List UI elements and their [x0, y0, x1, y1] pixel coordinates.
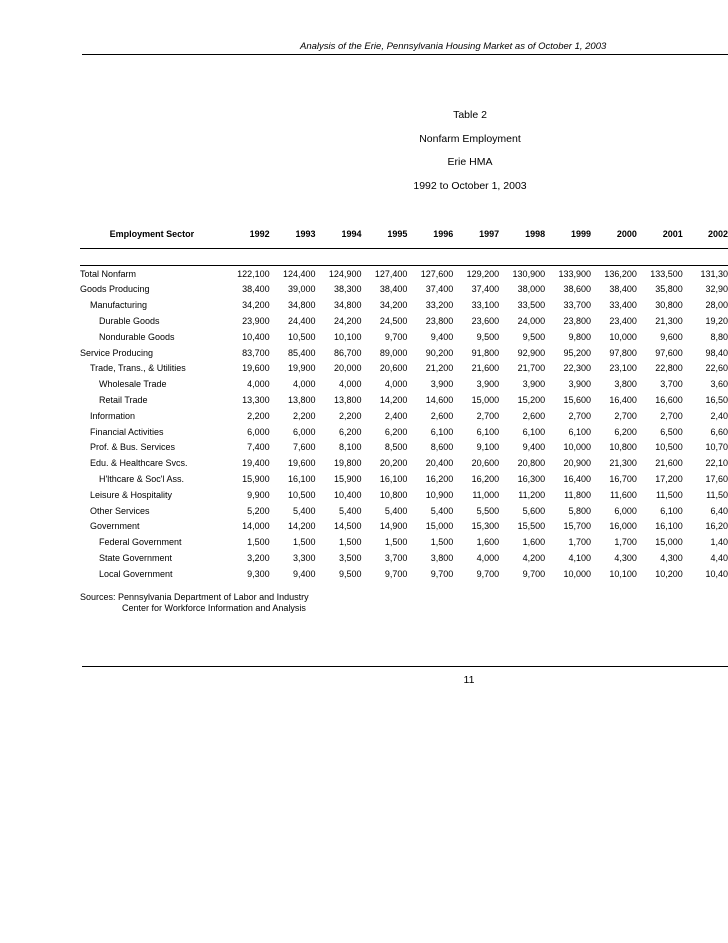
employment-value: 9,700 [384, 331, 408, 342]
year-column-header: 1995 [361, 220, 407, 249]
employment-value: 6,000 [614, 505, 637, 516]
sources-line-2: Center for Workforce Information and Analysis [122, 603, 306, 613]
employment-value: 133,900 [545, 265, 591, 281]
employment-value: 3,900 [568, 379, 591, 390]
employment-value: 10,500 [288, 489, 316, 500]
employment-value: 24,400 [288, 316, 316, 327]
year-column-header: 1999 [545, 220, 591, 249]
employment-value: 32,90 [705, 284, 728, 295]
employment-value: 3,500 [338, 553, 362, 564]
table-row [80, 265, 728, 281]
employment-value: 15,200 [517, 395, 546, 406]
employment-value: 24,200 [333, 316, 362, 327]
employment-value: 4,000 [384, 379, 408, 390]
employment-value: 9,600 [660, 331, 683, 342]
table-row [80, 313, 728, 329]
employment-value: 9,700 [430, 568, 454, 579]
employment-value: 8,80 [710, 331, 728, 342]
employment-value: 38,300 [333, 284, 362, 295]
employment-value: 16,300 [517, 474, 546, 485]
employment-value: 122,100 [224, 265, 270, 281]
table-period: 1992 to October 1, 2003 [413, 179, 527, 192]
employment-value: 129,200 [453, 265, 499, 281]
employment-value: 30,800 [655, 300, 683, 311]
employment-table [80, 220, 728, 582]
table-subject: Nonfarm Employment [419, 132, 521, 145]
sector-label: Total Nonfarm [80, 265, 224, 281]
employment-value: 1,700 [614, 537, 637, 548]
employment-value: 17,60 [705, 474, 728, 485]
sector-label: Local Government [99, 568, 173, 579]
employment-value: 38,000 [517, 284, 546, 295]
employment-value: 21,200 [425, 363, 454, 374]
employment-value: 4,000 [476, 553, 500, 564]
employment-value: 1,600 [522, 537, 546, 548]
employment-value: 6,200 [384, 426, 408, 437]
employment-value: 10,400 [333, 489, 362, 500]
employment-value: 37,400 [425, 284, 454, 295]
table-body [80, 249, 728, 582]
year-column-header: 1997 [453, 220, 499, 249]
employment-value: 6,500 [660, 426, 683, 437]
employment-value: 34,200 [379, 300, 408, 311]
sources-note [80, 592, 309, 614]
employment-value: 3,900 [522, 379, 546, 390]
employment-value: 9,700 [384, 568, 408, 579]
employment-value: 20,400 [425, 458, 454, 469]
year-column-header: 1993 [270, 220, 316, 249]
employment-value: 33,500 [517, 300, 546, 311]
employment-value: 10,900 [425, 489, 454, 500]
employment-value: 35,800 [655, 284, 683, 295]
employment-value: 22,800 [655, 363, 683, 374]
employment-value: 7,400 [247, 442, 270, 453]
employment-value: 38,400 [242, 284, 270, 295]
employment-value: 10,800 [379, 489, 408, 500]
employment-value: 10,800 [609, 442, 637, 453]
employment-value: 19,20 [705, 316, 728, 327]
sector-label: H'lthcare & Soc'l Ass. [99, 474, 184, 485]
employment-value: 38,400 [379, 284, 408, 295]
employment-value: 24,000 [517, 316, 546, 327]
employment-value: 124,900 [316, 265, 362, 281]
employment-value: 8,100 [338, 442, 362, 453]
employment-value: 4,200 [522, 553, 546, 564]
sector-column-header: Employment Sector [80, 220, 224, 249]
employment-value: 10,000 [563, 568, 591, 579]
employment-value: 38,600 [563, 284, 591, 295]
employment-value: 13,800 [333, 395, 362, 406]
employment-value: 90,200 [425, 347, 454, 358]
employment-value: 13,800 [288, 395, 316, 406]
employment-value: 6,000 [247, 426, 270, 437]
employment-value: 21,300 [609, 458, 637, 469]
employment-value: 5,200 [247, 505, 270, 516]
employment-value: 10,100 [333, 331, 362, 342]
sector-label: State Government [99, 553, 173, 564]
employment-value: 9,800 [568, 331, 591, 342]
employment-value: 6,200 [614, 426, 637, 437]
employment-value: 97,800 [609, 347, 637, 358]
year-column-header: 2001 [637, 220, 683, 249]
footer-rule [82, 666, 728, 667]
table-row [80, 471, 728, 487]
sector-label: Edu. & Healthcare Svcs. [90, 458, 188, 469]
table-area: Erie HMA [447, 156, 493, 168]
employment-value: 9,300 [247, 568, 270, 579]
employment-value: 97,600 [655, 347, 683, 358]
employment-value: 11,800 [564, 489, 591, 500]
table-row [80, 566, 728, 582]
employment-value: 21,300 [655, 316, 683, 327]
employment-value: 15,700 [563, 521, 591, 532]
employment-value: 16,200 [471, 474, 500, 485]
employment-value: 33,700 [563, 300, 591, 311]
employment-value: 2,200 [338, 410, 362, 421]
year-column-header: 1998 [499, 220, 545, 249]
employment-value: 23,600 [471, 316, 500, 327]
table-row [80, 440, 728, 456]
table-header-row [80, 220, 728, 249]
table-row [80, 282, 728, 298]
year-column-header: 1992 [224, 220, 270, 249]
employment-value: 33,200 [425, 300, 454, 311]
employment-value: 5,800 [568, 505, 591, 516]
employment-value: 14,600 [425, 395, 454, 406]
employment-value: 10,500 [655, 442, 683, 453]
employment-value: 16,000 [609, 521, 637, 532]
employment-value: 37,400 [471, 284, 500, 295]
employment-value: 20,200 [379, 458, 408, 469]
header-rule [82, 54, 728, 55]
employment-value: 8,500 [384, 442, 408, 453]
employment-value: 5,400 [293, 505, 316, 516]
table-label: Table 2 [453, 109, 487, 121]
employment-value: 9,500 [338, 568, 362, 579]
employment-value: 21,700 [517, 363, 546, 374]
employment-value: 89,000 [379, 347, 408, 358]
employment-value: 5,400 [384, 505, 408, 516]
employment-value: 15,600 [563, 395, 591, 406]
employment-value: 10,400 [242, 331, 270, 342]
employment-value: 4,300 [660, 553, 683, 564]
employment-value: 22,10 [705, 458, 728, 469]
employment-value: 14,200 [379, 395, 408, 406]
employment-value: 22,300 [563, 363, 591, 374]
employment-value: 86,700 [333, 347, 362, 358]
employment-value: 2,600 [430, 410, 454, 421]
employment-value: 6,100 [476, 426, 500, 437]
year-column-header: 2002 [683, 220, 728, 249]
employment-value: 20,600 [471, 458, 500, 469]
employment-value: 3,300 [293, 553, 316, 564]
sector-label: Leisure & Hospitality [90, 489, 173, 500]
employment-value: 5,400 [338, 505, 362, 516]
employment-value: 16,100 [288, 474, 316, 485]
table-row [80, 424, 728, 440]
employment-value: 3,900 [476, 379, 500, 390]
employment-value: 10,000 [563, 442, 591, 453]
table-row [80, 376, 728, 392]
employment-value: 7,600 [293, 442, 316, 453]
sector-label: Federal Government [99, 537, 182, 548]
sector-label: Nondurable Goods [99, 331, 175, 342]
year-column-header: 1996 [407, 220, 453, 249]
employment-value: 10,200 [655, 568, 683, 579]
employment-value: 11,200 [518, 489, 546, 500]
sector-label: Retail Trade [99, 395, 148, 406]
sector-label: Goods Producing [80, 284, 150, 295]
employment-value: 4,300 [614, 553, 637, 564]
employment-value: 2,700 [568, 410, 591, 421]
table-titles [380, 108, 560, 202]
employment-value: 6,100 [430, 426, 454, 437]
employment-value: 136,200 [591, 265, 637, 281]
employment-value: 2,600 [522, 410, 546, 421]
sector-label: Government [90, 521, 140, 532]
employment-value: 28,00 [705, 300, 728, 311]
document-header: Analysis of the Erie, Pennsylvania Housing Market as of October 1, 2003 [300, 41, 607, 52]
employment-value: 9,900 [247, 489, 270, 500]
employment-value: 21,600 [471, 363, 500, 374]
sector-label: Financial Activities [90, 426, 164, 437]
employment-value: 16,400 [609, 395, 637, 406]
table-row [80, 408, 728, 424]
employment-value: 23,800 [563, 316, 591, 327]
employment-value: 16,700 [609, 474, 637, 485]
page-number: 11 [463, 674, 475, 686]
year-column-header: 2000 [591, 220, 637, 249]
employment-value: 9,700 [476, 568, 500, 579]
sector-label: Wholesale Trade [99, 379, 167, 390]
employment-value: 9,500 [476, 331, 500, 342]
table-row [80, 329, 728, 345]
employment-value: 6,40 [710, 505, 728, 516]
employment-value: 3,700 [660, 379, 683, 390]
employment-value: 83,700 [242, 347, 270, 358]
employment-value: 11,000 [472, 489, 500, 500]
sector-label: Durable Goods [99, 316, 160, 327]
employment-value: 9,400 [430, 331, 454, 342]
employment-value: 13,300 [242, 395, 270, 406]
employment-value: 23,100 [609, 363, 637, 374]
employment-value: 16,20 [705, 521, 728, 532]
employment-value: 20,900 [563, 458, 591, 469]
employment-value: 39,000 [288, 284, 316, 295]
table-row [80, 392, 728, 408]
employment-value: 1,600 [476, 537, 500, 548]
employment-value: 9,400 [293, 568, 316, 579]
employment-value: 33,400 [609, 300, 637, 311]
employment-value: 3,900 [430, 379, 454, 390]
employment-value: 6,100 [522, 426, 546, 437]
employment-value: 19,600 [288, 458, 316, 469]
employment-value: 6,200 [338, 426, 362, 437]
employment-value: 15,000 [425, 521, 454, 532]
employment-value: 3,800 [430, 553, 454, 564]
employment-value: 16,100 [655, 521, 683, 532]
sector-label: Service Producing [80, 347, 154, 358]
employment-value: 34,200 [242, 300, 270, 311]
employment-value: 24,500 [379, 316, 408, 327]
employment-value: 133,500 [637, 265, 683, 281]
employment-value: 23,800 [425, 316, 454, 327]
employment-value: 16,600 [655, 395, 683, 406]
employment-value: 2,700 [660, 410, 683, 421]
employment-value: 2,40 [710, 410, 728, 421]
employment-value: 2,700 [476, 410, 500, 421]
employment-value: 85,400 [288, 347, 316, 358]
spacer-row [80, 249, 728, 266]
employment-value: 23,400 [609, 316, 637, 327]
employment-value: 3,200 [247, 553, 270, 564]
employment-value: 9,100 [476, 442, 500, 453]
employment-value: 3,700 [384, 553, 408, 564]
employment-value: 130,900 [499, 265, 545, 281]
employment-value: 17,200 [655, 474, 683, 485]
sector-label: Manufacturing [90, 300, 148, 311]
employment-value: 16,50 [705, 395, 728, 406]
employment-value: 19,800 [333, 458, 362, 469]
employment-value: 10,40 [705, 568, 728, 579]
employment-value: 14,000 [242, 521, 270, 532]
employment-value: 91,800 [471, 347, 500, 358]
employment-value: 38,400 [609, 284, 637, 295]
employment-value: 3,800 [614, 379, 637, 390]
employment-value: 4,000 [338, 379, 362, 390]
employment-value: 6,100 [568, 426, 591, 437]
employment-value: 15,900 [242, 474, 270, 485]
employment-value: 4,40 [710, 553, 728, 564]
employment-value: 5,600 [522, 505, 546, 516]
employment-value: 20,600 [379, 363, 408, 374]
employment-value: 15,300 [471, 521, 500, 532]
employment-value: 9,700 [522, 568, 546, 579]
table-row [80, 550, 728, 566]
employment-value: 15,000 [655, 537, 683, 548]
employment-value: 22,60 [705, 363, 728, 374]
table-row [80, 534, 728, 550]
employment-value: 11,500 [655, 489, 683, 500]
employment-value: 34,800 [288, 300, 316, 311]
employment-value: 1,500 [430, 537, 454, 548]
sources-line-1: Sources: Pennsylvania Department of Labor and Industry [80, 592, 309, 602]
employment-value: 9,500 [522, 331, 546, 342]
employment-value: 1,500 [293, 537, 316, 548]
employment-value: 14,200 [288, 521, 316, 532]
employment-value: 16,100 [379, 474, 408, 485]
employment-value: 92,900 [517, 347, 546, 358]
sector-label: Other Services [90, 505, 150, 516]
employment-value: 14,900 [379, 521, 408, 532]
sector-label: Trade, Trans., & Utilities [90, 363, 186, 374]
employment-value: 16,200 [425, 474, 454, 485]
employment-value: 1,700 [568, 537, 591, 548]
employment-value: 2,400 [384, 410, 408, 421]
employment-value: 131,30 [683, 265, 728, 281]
employment-value: 15,900 [333, 474, 362, 485]
employment-value: 10,000 [609, 331, 637, 342]
employment-value: 5,400 [430, 505, 454, 516]
employment-value: 1,40 [710, 537, 728, 548]
employment-value: 2,200 [293, 410, 316, 421]
year-column-header: 1994 [316, 220, 362, 249]
employment-value: 10,100 [609, 568, 637, 579]
employment-value: 2,200 [247, 410, 270, 421]
employment-value: 124,400 [270, 265, 316, 281]
table-row [80, 519, 728, 535]
employment-value: 20,000 [333, 363, 362, 374]
table-row [80, 503, 728, 519]
employment-value: 33,100 [471, 300, 500, 311]
table-row [80, 455, 728, 471]
employment-value: 4,000 [247, 379, 270, 390]
employment-value: 6,000 [293, 426, 316, 437]
employment-value: 2,700 [614, 410, 637, 421]
employment-value: 34,800 [333, 300, 362, 311]
sector-label: Prof. & Bus. Services [90, 442, 176, 453]
employment-value: 1,500 [338, 537, 362, 548]
employment-value: 11,600 [610, 489, 637, 500]
table-row [80, 345, 728, 361]
table-row [80, 487, 728, 503]
employment-value: 1,500 [247, 537, 270, 548]
employment-value: 19,600 [242, 363, 270, 374]
employment-value: 6,100 [660, 505, 683, 516]
employment-value: 19,900 [288, 363, 316, 374]
employment-value: 95,200 [563, 347, 591, 358]
employment-value: 15,000 [471, 395, 500, 406]
employment-value: 10,500 [288, 331, 316, 342]
employment-value: 1,500 [384, 537, 408, 548]
employment-value: 15,500 [517, 521, 546, 532]
employment-value: 16,400 [563, 474, 591, 485]
employment-value: 14,500 [333, 521, 362, 532]
employment-value: 6,60 [710, 426, 728, 437]
employment-value: 8,600 [430, 442, 454, 453]
employment-value: 98,40 [705, 347, 728, 358]
sector-label: Information [90, 410, 136, 421]
employment-value: 4,000 [293, 379, 316, 390]
employment-value: 127,600 [407, 265, 453, 281]
table-row [80, 297, 728, 313]
employment-value: 19,400 [242, 458, 270, 469]
employment-value: 20,800 [517, 458, 546, 469]
employment-value: 11,50 [706, 489, 728, 500]
employment-value: 3,60 [710, 379, 728, 390]
employment-value: 5,500 [476, 505, 500, 516]
employment-value: 21,600 [655, 458, 683, 469]
employment-value: 127,400 [361, 265, 407, 281]
table-row [80, 361, 728, 377]
employment-value: 9,400 [522, 442, 546, 453]
employment-value: 4,100 [568, 553, 591, 564]
employment-value: 23,900 [242, 316, 270, 327]
employment-value: 10,70 [705, 442, 728, 453]
